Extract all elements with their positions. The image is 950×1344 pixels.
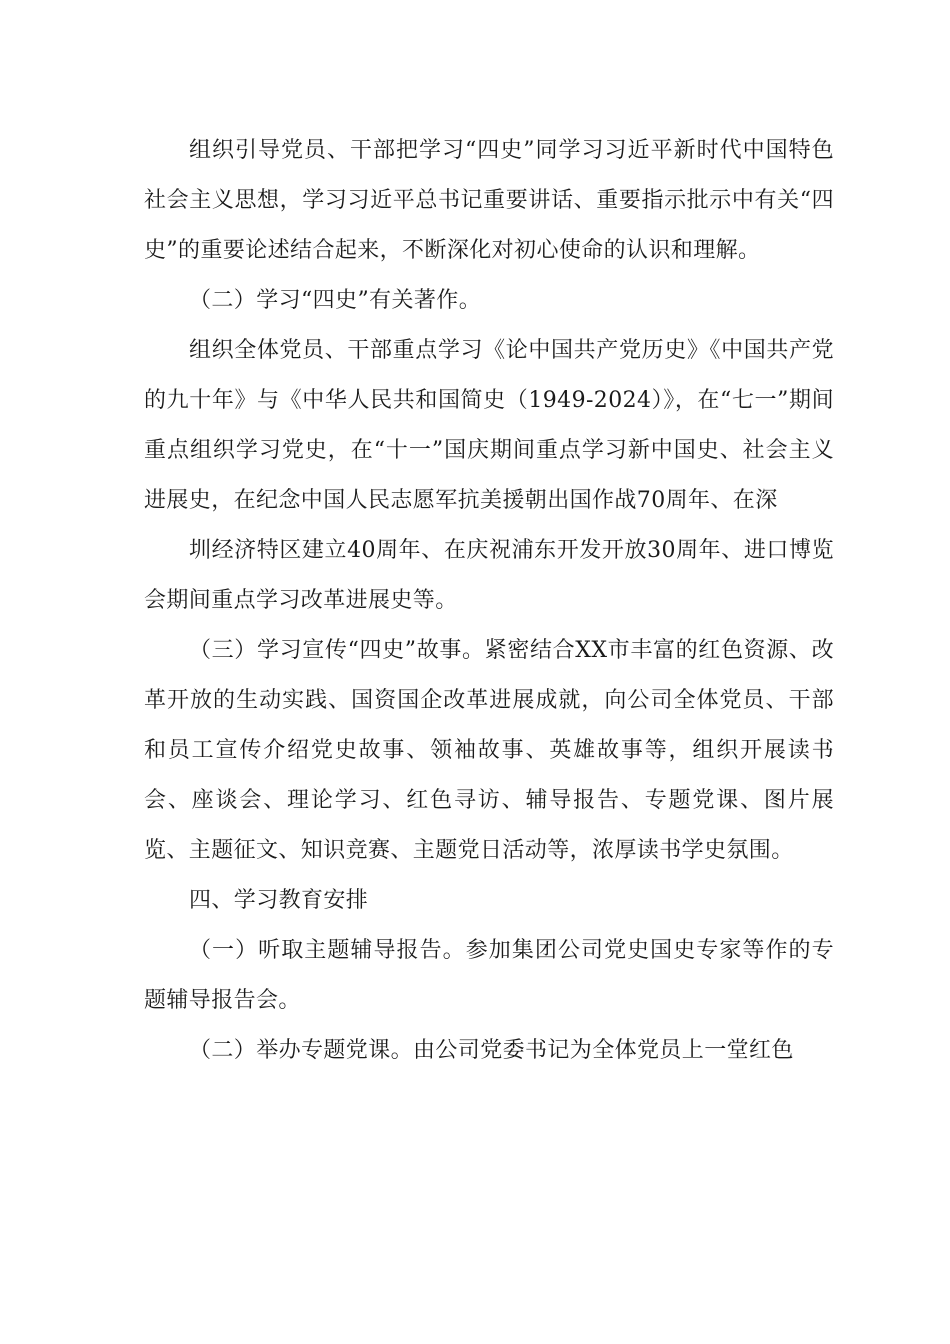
- paragraph-reform-history: 圳经济特区建立40周年、在庆祝浦东开发开放30周年、进口博览会期间重点学习改革进展史等。: [144, 538, 834, 613]
- section-heading-study-works: （二）学习“四史”有关著作。: [189, 288, 482, 313]
- paragraph-promote-stories: （三）学习宣传“四史”故事。紧密结合XX市丰富的红色资源、改革开放的生动实践、国资国企改革进展成就，向公司全体党员、干部和员工宣传介绍党史故事、领袖故事、英雄故事等，组织开展读书会、座谈会、理论学习、红色寻访、辅导报告、专题党课、图片展览、主题征文、知识竞赛、主题党日活动等，浓厚读书学史氛围。: [144, 638, 834, 863]
- paragraph-listen-reports: （一）听取主题辅导报告。参加集团公司党史国史专家等作的专题辅导报告会。: [144, 938, 834, 1013]
- paragraph-party-lecture: （二）举办专题党课。由公司党委书记为全体党员上一堂红色: [189, 1038, 794, 1063]
- paragraph-study-integration: 组织引导党员、干部把学习“四史”同学习习近平新时代中国特色社会主义思想，学习习近平总书记重要讲话、重要指示批示中有关“四史”的重要论述结合起来，不断深化对初心使命的认识和理解。: [144, 138, 834, 263]
- document-body: [144, 126, 834, 1076]
- paragraph-key-works: 组织全体党员、干部重点学习《论中国共产党历史》《中国共产党的九十年》与《中华人民共和国简史（1949-2024）》，在“七一”期间重点组织学习党史，在“十一”国庆期间重点学习新中国史、社会主义进展史，在纪念中国人民志愿军抗美援朝出国作战70周年、在深: [144, 338, 834, 513]
- section-heading-arrangements: 四、学习教育安排: [189, 888, 369, 913]
